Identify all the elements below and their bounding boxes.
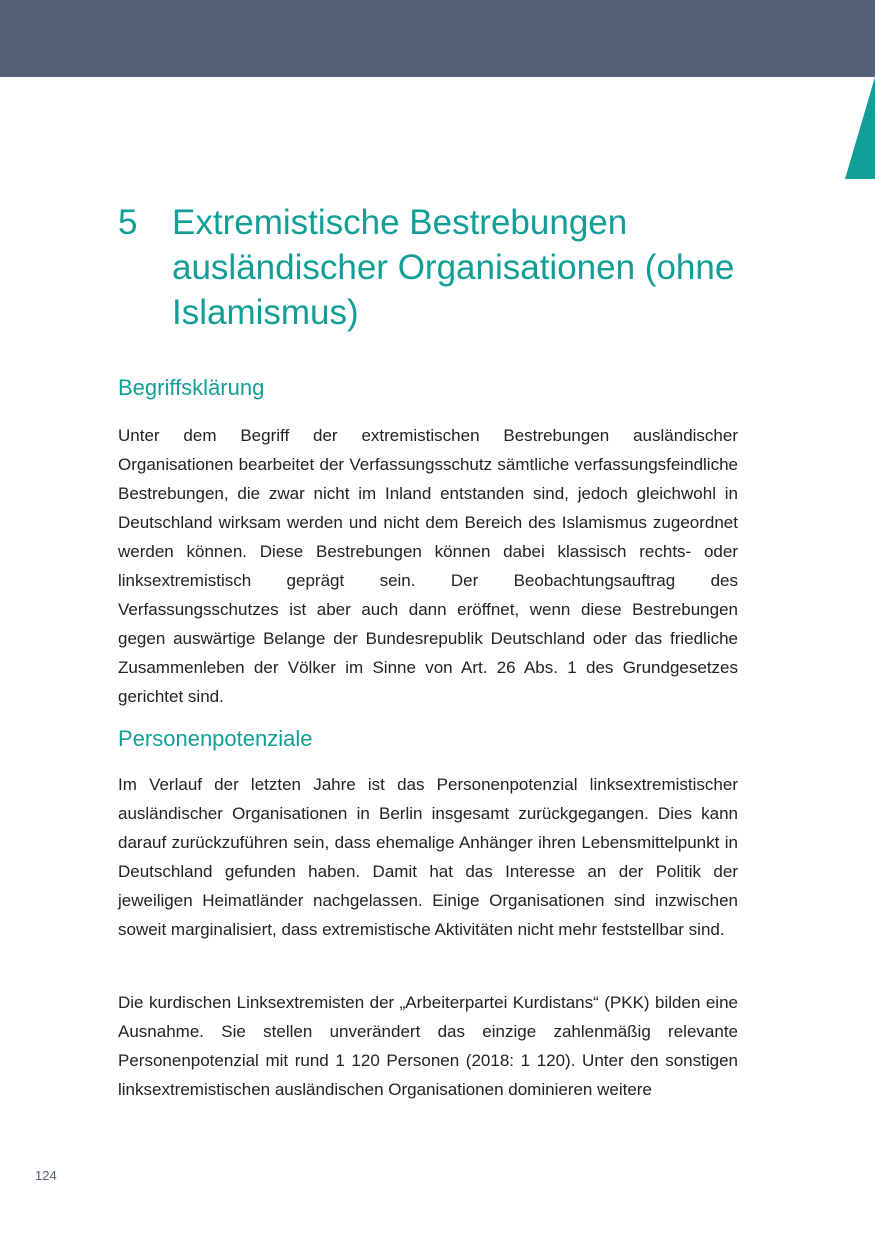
paragraph-personenpotenziale-2: Die kurdischen Linksextremisten der „Arbeiterpartei Kurdistans“ (PKK) bilden eine Ausnahme. Sie stellen unverändert das einzige zahlenmäßig relevante Personenpotenzial mit rund 1 120 Personen (2018: 1 120). Unter den sonstigen linksextremistischen ausländischen Organisationen dominieren weitere (118, 993, 738, 1099)
header-band (0, 0, 875, 77)
paragraph-begriffsklaerung: Unter dem Begriff der extremistischen Bestrebungen ausländischer Organisationen bearbeitet der Verfassungsschutz sämtliche verfassungsfeindliche Bestrebungen, die zwar nicht im Inland entstanden sind, jedoch gleichwohl in Deutschland wirksam werden und nicht dem Bereich des Islamismus zugeordnet werden können. Diese Bestrebungen können dabei klassisch rechts- oder linksextremistisch geprägt sein. Der Beobachtungsauftrag des Verfassungsschutzes ist aber auch dann eröffnet, wenn diese Bestrebungen gegen auswärtige Belange der Bundesrepublik Deutschland oder das friedliche Zusammenleben der Völker im Sinne von Art. 26 Abs. 1 des Grundgesetzes gerichtet sind. (118, 426, 738, 706)
section-heading-personenpotenziale: Personenpotenziale (118, 726, 313, 751)
corner-tab-shape (845, 77, 875, 179)
paragraph-personenpotenziale-1: Im Verlauf der letzten Jahre ist das Personenpotenzial linksextremistischer ausländischer Organisationen in Berlin insgesamt zurückgegangen. Dies kann darauf zurückzuführen sein, dass ehemalige Anhänger ihren Lebensmittelpunkt in Deutschland gefunden haben. Damit hat das Interesse an der Politik der jeweiligen Heimatländer nachgelassen. Einige Organisationen sind inzwischen soweit marginalisiert, dass extremistische Aktivitäten nicht mehr feststellbar sind. (118, 775, 738, 939)
corner-tab-decoration (845, 77, 875, 179)
chapter-title: Extremistische Bestrebungen ausländischer Organisationen (ohne Islamismus) (172, 203, 735, 332)
page-number: 124 (35, 1168, 57, 1183)
chapter-number: 5 (118, 203, 138, 242)
section-heading-begriffsklaerung: Begriffsklärung (118, 375, 265, 400)
